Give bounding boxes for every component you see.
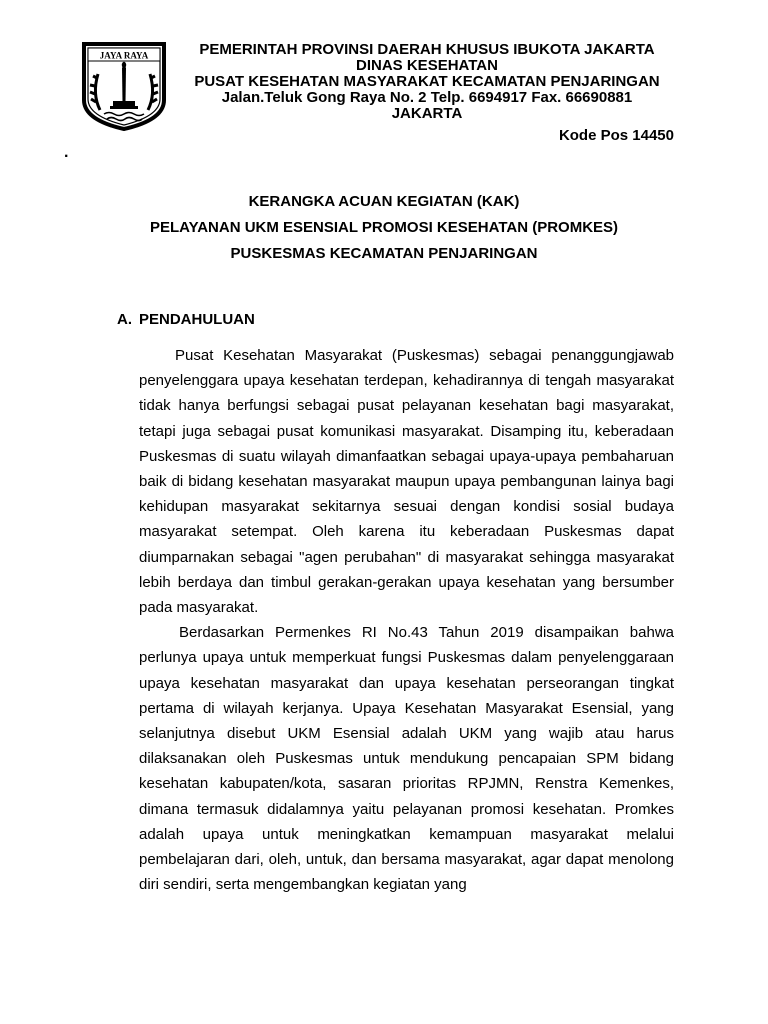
letterhead: [180, 42, 674, 122]
letterhead-line-institution: PUSAT KESEHATAN MASYARAKAT KECAMATAN PENJARINGAN: [194, 73, 660, 90]
stray-dot: .: [64, 144, 69, 161]
document-subtitle: PELAYANAN UKM ESENSIAL PROMOSI KESEHATAN (PROMKES): [149, 219, 619, 236]
letterhead-line-address: Jalan.Teluk Gong Raya No. 2 Telp. 6694917 Fax. 66690881: [221, 89, 633, 106]
letterhead-line-city: JAKARTA: [391, 105, 463, 122]
paragraph-1: Pusat Kesehatan Masyarakat (Puskesmas) sebagai penanggungjawab penyelenggara upaya kesehatan terdepan, kehadirannya di tengah masyarakat tidak hanya berfungsi sebagai pusat pelayanan kesehatan bagi masyarakat, tetapi juga sebagai pusat komunikasi masyarakat. Disamping itu, keberadaan Puskesmas di suatu wilayah dimanfaatkan sebagai upaya-upaya pembaharuan baik di bidang kesehatan masyarakat maupun upaya pembangunan lainya bagi kehidupan masyarakat sekitarnya sesuai dengan kondisi sosial budaya masyarakat setempat. Oleh karena itu keberadaan Puskesmas dapat diumparnakan sebagai "agen perubahan" di masyarakat sehingga masyarakat lebih berdaya dan timbul gerakan-gerakan upaya kesehatan yang bersumber pada masyarakat.: [139, 347, 674, 617]
document-title: KERANGKA ACUAN KEGIATAN (KAK): [248, 193, 520, 210]
letterhead-line-department: DINAS KESEHATAN: [356, 57, 498, 74]
section-heading: [117, 311, 255, 328]
paragraph-2: Berdasarkan Permenkes RI No.43 Tahun 2019 disampaikan bahwa perlunya upaya untuk memperkuat fungsi Puskesmas dalam penyelenggaraan upaya kesehatan masyarakat dan upaya kesehatan perseorangan tingkat pertama di wilayah kerjanya. Upaya Kesehatan Masyarakat Esensial, yang selanjutnya disebut UKM Esensial adalah UKM yang wajib atau harus dilaksanakan oleh Puskesmas untuk mendukung pencapaian SPM bidang kesehatan kabupaten/kota, sasaran prioritas RPJMN, Renstra Kemenkes, dimana termasuk didalamnya yaitu pelayanan promosi kesehatan. Promkes adalah upaya untuk meningkatkan kemampuan masyarakat melalui pembelajaran dari, oleh, untuk, dan bersama masyarakat, agar dapat menolong diri sendiri, serta mengembangkan kegiatan yang: [139, 624, 674, 894]
letterhead-line-government: PEMERINTAH PROVINSI DAERAH KHUSUS IBUKOTA JAKARTA: [199, 41, 655, 58]
postal-code: Kode Pos 14450: [558, 127, 674, 144]
emblem-text: JAYA RAYA: [99, 50, 149, 61]
section-body: [139, 343, 674, 897]
section-number: A.: [117, 311, 132, 328]
section-title: PENDAHULUAN: [139, 311, 255, 328]
document-titles: [0, 193, 768, 271]
document-organization: PUSKESMAS KECAMATAN PENJARINGAN: [230, 245, 538, 262]
jaya-raya-emblem-icon: [80, 40, 168, 132]
